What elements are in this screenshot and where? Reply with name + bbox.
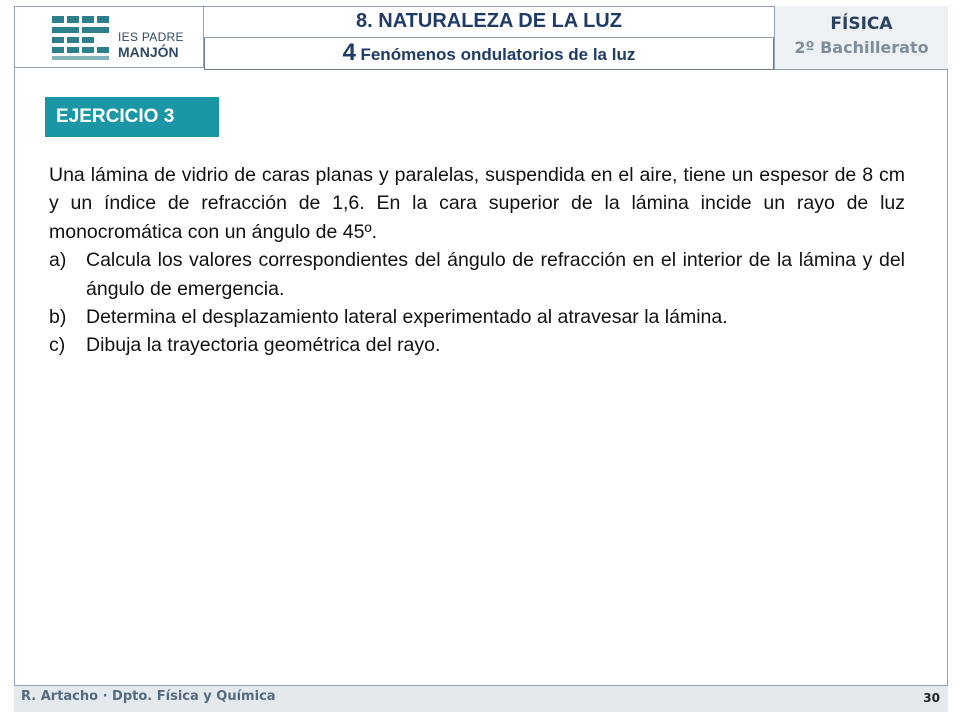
exercise-content bbox=[49, 161, 905, 360]
page-number: 30 bbox=[923, 691, 940, 705]
logo-text bbox=[118, 30, 184, 60]
subject-label: FÍSICA bbox=[830, 14, 893, 34]
school-logo bbox=[14, 6, 204, 68]
footer-author: R. Artacho · Dpto. Física y Química bbox=[21, 689, 276, 704]
exercise-item-b bbox=[49, 303, 905, 331]
logo-grid-icon bbox=[50, 14, 110, 60]
section-title-text: Fenómenos ondulatorios de la luz bbox=[360, 45, 636, 64]
item-marker: b) bbox=[49, 306, 67, 329]
section-title bbox=[204, 38, 774, 70]
logo-line-2: MANJÓN bbox=[118, 44, 179, 60]
section-number: 4 bbox=[342, 39, 357, 66]
item-marker: c) bbox=[49, 334, 66, 357]
exercise-badge: EJERCICIO 3 bbox=[45, 97, 219, 137]
logo-line-1: IES PADRE bbox=[118, 30, 184, 44]
exercise-item-a bbox=[49, 246, 905, 303]
unit-title: 8. NATURALEZA DE LA LUZ bbox=[204, 6, 774, 38]
item-marker: a) bbox=[49, 249, 67, 272]
exercise-item-c bbox=[49, 331, 905, 359]
course-label: 2º Bachillerato bbox=[794, 38, 929, 57]
item-text: Determina el desplazamiento lateral experimentado al atravesar la lámina. bbox=[86, 306, 728, 329]
item-text: Calcula los valores correspondientes del ángulo de refracción en el interior de la lámina y del ángulo de emergencia. bbox=[86, 249, 905, 300]
subject-box bbox=[774, 6, 948, 70]
exercise-statement: Una lámina de vidrio de caras planas y paralelas, suspendida en el aire, tiene un espesor de 8 cm y un índice de refracción de 1,6. En la cara superior de la lámina incide un rayo de luz monocromática con un ángulo de 45º. bbox=[49, 164, 905, 243]
footer-bar bbox=[14, 685, 948, 712]
item-text: Dibuja la trayectoria geométrica del rayo. bbox=[86, 334, 441, 357]
